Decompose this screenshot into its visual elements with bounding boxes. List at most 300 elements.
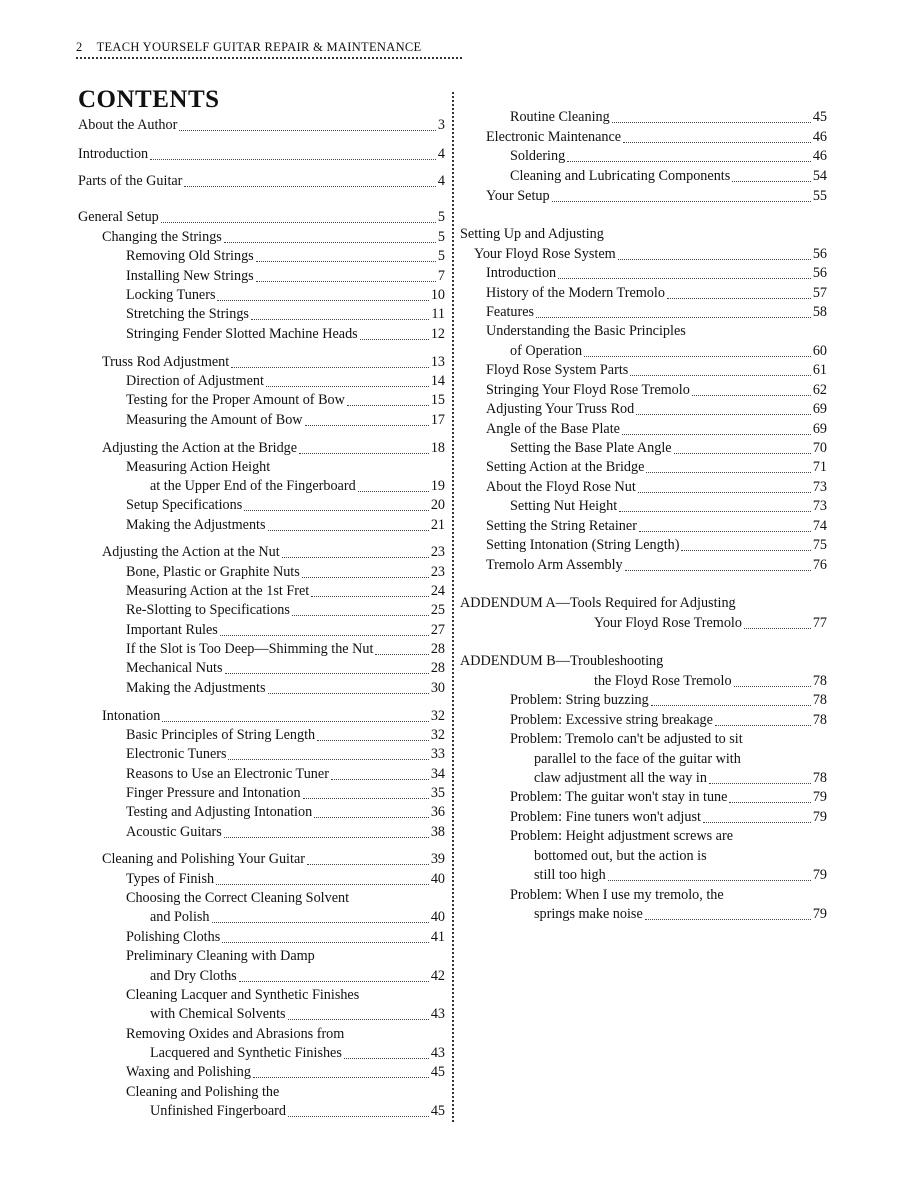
toc-entry	[150, 1044, 445, 1063]
toc-entry	[486, 303, 827, 322]
toc-entry-title: bottomed out, but the action is	[534, 848, 707, 864]
dot-leader	[347, 405, 429, 406]
toc-entry-title: Testing for the Proper Amount of Bow	[126, 392, 345, 408]
toc-entry-title: Finger Pressure and Intonation	[126, 785, 301, 801]
dot-leader	[375, 654, 428, 655]
toc-entry	[102, 707, 445, 726]
toc-page-number: 73	[812, 498, 827, 514]
toc-page-number: 60	[812, 343, 827, 359]
dot-leader	[744, 628, 811, 629]
toc-entry-title: Your Floyd Rose System	[474, 246, 616, 262]
toc-entry-title: Locking Tuners	[126, 287, 216, 303]
toc-entry	[126, 947, 315, 966]
toc-entry-title: ADDENDUM B—Troubleshooting	[460, 653, 664, 669]
toc-entry	[474, 245, 827, 264]
toc-entry	[486, 361, 827, 380]
toc-entry	[102, 543, 445, 562]
toc-page-number: 57	[812, 285, 827, 301]
toc-entry-title: Problem: The guitar won't stay in tune	[510, 789, 728, 805]
toc-entry	[78, 172, 445, 191]
toc-page-number: 55	[812, 188, 827, 204]
toc-entry-title: Problem: Height adjustment screws are	[510, 828, 734, 844]
toc-entry	[150, 1102, 445, 1121]
dot-leader	[681, 550, 810, 551]
toc-entry	[126, 1083, 279, 1102]
dot-leader	[638, 492, 811, 493]
toc-entry-title: Your Floyd Rose Tremolo	[594, 615, 742, 631]
toc-page-number: 40	[430, 909, 445, 925]
dot-leader	[307, 864, 429, 865]
dot-leader	[256, 281, 436, 282]
toc-page-number: 23	[430, 544, 445, 560]
toc-entry-title: and Polish	[150, 909, 210, 925]
toc-entry	[510, 788, 827, 807]
dot-leader	[311, 596, 429, 597]
toc-entry-title: Setting Action at the Bridge	[486, 459, 645, 475]
dot-leader	[715, 725, 811, 726]
dot-leader	[282, 557, 429, 558]
toc-entry	[534, 905, 827, 924]
toc-entry	[126, 803, 445, 822]
dot-leader	[292, 615, 429, 616]
toc-entry-title: Tremolo Arm Assembly	[486, 557, 623, 573]
toc-page-number: 78	[812, 770, 827, 786]
toc-entry	[126, 1025, 344, 1044]
toc-entry-title: claw adjustment all the way in	[534, 770, 707, 786]
toc-entry-title: Features	[486, 304, 535, 320]
toc-entry-title: Introduction	[78, 146, 149, 162]
toc-entry	[510, 691, 827, 710]
toc-entry	[534, 750, 741, 769]
column-divider	[452, 92, 454, 1122]
dot-leader	[317, 740, 429, 741]
toc-entry	[78, 116, 445, 135]
toc-page-number: 69	[812, 421, 827, 437]
toc-entry-title: Problem: Fine tuners won't adjust	[510, 809, 701, 825]
toc-page-number: 79	[812, 809, 827, 825]
toc-page-number: 61	[812, 362, 827, 378]
dot-leader	[253, 1077, 429, 1078]
dot-leader	[646, 472, 810, 473]
toc-page-number: 75	[812, 537, 827, 553]
toc-entry	[126, 372, 445, 391]
toc-page-number: 5	[437, 248, 445, 264]
toc-entry	[126, 659, 445, 678]
toc-entry-title: the Floyd Rose Tremolo	[594, 673, 732, 689]
dot-leader	[622, 434, 811, 435]
toc-page-number: 35	[430, 785, 445, 801]
toc-entry	[510, 497, 827, 516]
toc-page-number: 13	[430, 354, 445, 370]
toc-entry	[510, 886, 724, 905]
dot-leader	[729, 802, 810, 803]
toc-entry	[486, 264, 827, 283]
toc-page-number: 28	[430, 641, 445, 657]
toc-entry	[486, 458, 827, 477]
toc-page-number: 56	[812, 265, 827, 281]
toc-entry-title: Cleaning and Lubricating Components	[510, 168, 731, 184]
dot-leader	[224, 837, 429, 838]
toc-entry-title: Setting Intonation (String Length)	[486, 537, 680, 553]
toc-page-number: 42	[430, 968, 445, 984]
dot-leader	[268, 693, 429, 694]
page-number: 2	[76, 40, 83, 54]
toc-page-number: 36	[430, 804, 445, 820]
toc-entry-title: About the Floyd Rose Nut	[486, 479, 636, 495]
book-title: TEACH YOURSELF GUITAR REPAIR & MAINTENANCE	[96, 40, 422, 54]
toc-page-number: 46	[812, 148, 827, 164]
toc-entry-title: Reasons to Use an Electronic Tuner	[126, 766, 329, 782]
toc-entry-title: Making the Adjustments	[126, 680, 266, 696]
toc-entry-title: Electronic Maintenance	[486, 129, 622, 145]
toc-entry-title: and Dry Cloths	[150, 968, 237, 984]
toc-entry-title: Important Rules	[126, 622, 218, 638]
dot-leader	[358, 491, 429, 492]
toc-page-number: 45	[812, 109, 827, 125]
toc-entry	[78, 208, 445, 227]
toc-entry-title: Bone, Plastic or Graphite Nuts	[126, 564, 300, 580]
toc-page-number: 40	[430, 871, 445, 887]
dot-leader	[630, 375, 811, 376]
dot-leader	[225, 673, 429, 674]
toc-entry	[126, 247, 445, 266]
toc-page-number: 77	[812, 615, 827, 631]
dot-leader	[305, 425, 429, 426]
dot-leader	[314, 817, 429, 818]
toc-entry-title: Floyd Rose System Parts	[486, 362, 629, 378]
toc-page-number: 43	[430, 1045, 445, 1061]
dot-leader	[639, 531, 811, 532]
toc-entry	[460, 594, 736, 613]
dot-leader	[636, 414, 811, 415]
toc-entry	[486, 128, 827, 147]
toc-entry	[534, 769, 827, 788]
toc-entry	[126, 823, 445, 842]
toc-page-number: 79	[812, 906, 827, 922]
dot-leader	[288, 1116, 429, 1117]
toc-entry	[510, 730, 743, 749]
toc-entry	[126, 582, 445, 601]
toc-entry-title: Stretching the Strings	[126, 306, 249, 322]
toc-page-number: 24	[430, 583, 445, 599]
toc-entry-title: Acoustic Guitars	[126, 824, 222, 840]
toc-page-number: 32	[430, 708, 445, 724]
toc-entry	[126, 325, 445, 344]
toc-page-number: 73	[812, 479, 827, 495]
toc-entry-title: Parts of the Guitar	[78, 173, 183, 189]
toc-page-number: 56	[812, 246, 827, 262]
toc-entry-title: Direction of Adjustment	[126, 373, 264, 389]
toc-entry	[486, 187, 827, 206]
dot-leader	[268, 530, 429, 531]
toc-entry-title: Problem: Excessive string breakage	[510, 712, 713, 728]
toc-page-number: 62	[812, 382, 827, 398]
toc-page-number: 74	[812, 518, 827, 534]
toc-page-number: 78	[812, 673, 827, 689]
toc-page-number: 19	[430, 478, 445, 494]
toc-entry-title: History of the Modern Tremolo	[486, 285, 665, 301]
dot-leader	[222, 942, 429, 943]
dot-leader	[625, 570, 811, 571]
toc-entry	[126, 496, 445, 515]
toc-entry	[150, 967, 445, 986]
toc-page-number: 39	[430, 851, 445, 867]
dot-leader	[303, 798, 429, 799]
toc-page-number: 5	[437, 229, 445, 245]
toc-page-number: 25	[430, 602, 445, 618]
toc-entry	[510, 808, 827, 827]
toc-entry	[534, 847, 707, 866]
toc-entry-title: Re-Slotting to Specifications	[126, 602, 290, 618]
toc-entry	[126, 391, 445, 410]
toc-entry-title: ADDENDUM A—Tools Required for Adjusting	[460, 595, 736, 611]
toc-entry	[126, 784, 445, 803]
toc-entry-title: Stringing Your Floyd Rose Tremolo	[486, 382, 690, 398]
toc-entry	[126, 726, 445, 745]
toc-entry	[534, 866, 827, 885]
toc-entry	[150, 1005, 445, 1024]
toc-page-number: 79	[812, 789, 827, 805]
dot-leader	[584, 356, 811, 357]
dot-leader	[150, 159, 436, 160]
toc-page-number: 71	[812, 459, 827, 475]
dot-leader	[220, 635, 429, 636]
toc-entry-title: Problem: Tremolo can't be adjusted to sit	[510, 731, 743, 747]
toc-entry-title: Measuring Action at the 1st Fret	[126, 583, 310, 599]
toc-entry-title: About the Author	[78, 117, 178, 133]
toc-page-number: 69	[812, 401, 827, 417]
dot-leader	[239, 981, 429, 982]
toc-entry-title: with Chemical Solvents	[150, 1006, 286, 1022]
toc-entry	[460, 652, 663, 671]
toc-entry-title: Truss Rod Adjustment	[102, 354, 230, 370]
toc-entry	[150, 908, 445, 927]
toc-entry-title: Waxing and Polishing	[126, 1064, 251, 1080]
header-rule	[76, 57, 462, 59]
toc-entry-title: Intonation	[102, 708, 161, 724]
toc-page-number: 20	[430, 497, 445, 513]
toc-entry-title: Introduction	[486, 265, 557, 281]
toc-page-number: 33	[430, 746, 445, 762]
toc-entry-title: Setting the Base Plate Angle	[510, 440, 672, 456]
toc-page-number: 70	[812, 440, 827, 456]
dot-leader	[619, 511, 811, 512]
toc-entry	[126, 765, 445, 784]
dot-leader	[651, 705, 811, 706]
toc-entry	[126, 563, 445, 582]
toc-entry	[150, 477, 445, 496]
dot-leader	[216, 884, 429, 885]
toc-entry-title: General Setup	[78, 209, 159, 225]
dot-leader	[734, 686, 811, 687]
toc-page-number: 11	[431, 306, 445, 322]
dot-leader	[536, 317, 811, 318]
dot-leader	[618, 259, 811, 260]
toc-entry-title: Adjusting the Action at the Bridge	[102, 440, 298, 456]
toc-entry-title: at the Upper End of the Fingerboard	[150, 478, 356, 494]
toc-entry	[126, 601, 445, 620]
toc-entry-title: Problem: When I use my tremolo, the	[510, 887, 724, 903]
toc-entry	[510, 439, 827, 458]
dot-leader	[161, 222, 436, 223]
toc-entry	[126, 679, 445, 698]
toc-entry	[486, 536, 827, 555]
toc-entry-title: Your Setup	[486, 188, 550, 204]
dot-leader	[231, 367, 429, 368]
toc-entry	[126, 986, 359, 1005]
toc-entry	[126, 411, 445, 430]
dot-leader	[692, 395, 811, 396]
toc-entry-title: Making the Adjustments	[126, 517, 266, 533]
dot-leader	[251, 319, 429, 320]
toc-entry	[510, 167, 827, 186]
toc-entry	[126, 286, 445, 305]
dot-leader	[558, 278, 811, 279]
toc-entry-title: Setting the String Retainer	[486, 518, 637, 534]
toc-entry	[102, 439, 445, 458]
toc-entry	[486, 381, 827, 400]
running-header	[76, 40, 461, 55]
toc-entry-title: Lacquered and Synthetic Finishes	[150, 1045, 342, 1061]
toc-entry-title: Installing New Strings	[126, 268, 254, 284]
toc-entry	[486, 478, 827, 497]
toc-entry-title: Mechanical Nuts	[126, 660, 223, 676]
toc-page-number: 30	[430, 680, 445, 696]
toc-entry-title: springs make noise	[534, 906, 643, 922]
dot-leader	[674, 453, 811, 454]
toc-entry	[486, 517, 827, 536]
toc-entry-title: parallel to the face of the guitar with	[534, 751, 741, 767]
toc-page-number: 14	[430, 373, 445, 389]
toc-entry	[126, 870, 445, 889]
dot-leader	[302, 577, 429, 578]
toc-entry-title: Soldering	[510, 148, 566, 164]
toc-page-number: 78	[812, 692, 827, 708]
dot-leader	[184, 186, 435, 187]
contents-title: CONTENTS	[78, 86, 220, 113]
toc-page-number: 78	[812, 712, 827, 728]
toc-entry	[126, 516, 445, 535]
toc-entry	[126, 640, 445, 659]
toc-entry	[460, 225, 604, 244]
toc-entry	[126, 889, 349, 908]
toc-page-number: 32	[430, 727, 445, 743]
toc-page-number: 54	[812, 168, 827, 184]
toc-page-number: 76	[812, 557, 827, 573]
toc-page-number: 79	[812, 867, 827, 883]
toc-entry-title: Routine Cleaning	[510, 109, 610, 125]
toc-entry-title: Problem: String buzzing	[510, 692, 649, 708]
toc-page-number: 10	[430, 287, 445, 303]
toc-page-number: 28	[430, 660, 445, 676]
toc-entry-title: still too high	[534, 867, 606, 883]
toc-entry-title: Removing Oxides and Abrasions from	[126, 1026, 345, 1042]
dot-leader	[608, 880, 811, 881]
toc-entry-title: Types of Finish	[126, 871, 215, 887]
toc-entry	[594, 672, 827, 691]
toc-entry	[126, 458, 270, 477]
toc-entry-title: Choosing the Correct Cleaning Solvent	[126, 890, 350, 906]
toc-entry	[510, 827, 733, 846]
dot-leader	[703, 822, 811, 823]
toc-page-number: 38	[430, 824, 445, 840]
dot-leader	[344, 1058, 429, 1059]
toc-entry-title: Unfinished Fingerboard	[150, 1103, 286, 1119]
dot-leader	[567, 161, 811, 162]
toc-entry-title: Adjusting Your Truss Rod	[486, 401, 635, 417]
toc-page-number: 17	[430, 412, 445, 428]
toc-entry-title: of Operation	[510, 343, 583, 359]
toc-page-number: 46	[812, 129, 827, 145]
toc-entry	[126, 267, 445, 286]
toc-entry	[510, 108, 827, 127]
toc-page-number: 21	[430, 517, 445, 533]
toc-entry	[126, 928, 445, 947]
toc-entry-title: Preliminary Cleaning with Damp	[126, 948, 315, 964]
toc-entry	[486, 556, 827, 575]
toc-entry-title: Cleaning and Polishing Your Guitar	[102, 851, 305, 867]
toc-entry-title: Setting Nut Height	[510, 498, 618, 514]
dot-leader	[212, 922, 429, 923]
toc-page-number: 41	[430, 929, 445, 945]
toc-page-number: 4	[437, 146, 445, 162]
toc-entry	[126, 621, 445, 640]
toc-entry	[510, 711, 827, 730]
toc-entry-title: Testing and Adjusting Intonation	[126, 804, 313, 820]
toc-entry-title: Cleaning Lacquer and Synthetic Finishes	[126, 987, 360, 1003]
dot-leader	[162, 721, 428, 722]
toc-page-number: 27	[430, 622, 445, 638]
dot-leader	[612, 122, 811, 123]
toc-entry	[126, 745, 445, 764]
dot-leader	[256, 261, 436, 262]
toc-page-number: 34	[430, 766, 445, 782]
toc-entry-title: If the Slot is Too Deep—Shimming the Nut	[126, 641, 374, 657]
dot-leader	[645, 919, 811, 920]
toc-entry	[102, 228, 445, 247]
toc-page-number: 7	[437, 268, 445, 284]
toc-entry	[102, 850, 445, 869]
dot-leader	[266, 386, 429, 387]
toc-entry	[126, 1063, 445, 1082]
dot-leader	[667, 298, 811, 299]
toc-entry	[486, 400, 827, 419]
toc-entry-title: Polishing Cloths	[126, 929, 221, 945]
toc-entry	[486, 420, 827, 439]
toc-entry	[510, 147, 827, 166]
toc-page-number: 45	[430, 1103, 445, 1119]
toc-entry-title: Changing the Strings	[102, 229, 222, 245]
dot-leader	[244, 510, 429, 511]
toc-entry-title: Electronic Tuners	[126, 746, 227, 762]
dot-leader	[299, 453, 429, 454]
dot-leader	[623, 142, 811, 143]
toc-entry-title: Adjusting the Action at the Nut	[102, 544, 280, 560]
toc-page-number: 5	[437, 209, 445, 225]
toc-page-number: 23	[430, 564, 445, 580]
toc-page-number: 12	[430, 326, 445, 342]
toc-page-number: 43	[430, 1006, 445, 1022]
toc-entry-title: Basic Principles of String Length	[126, 727, 316, 743]
toc-entry	[594, 614, 827, 633]
toc-entry-title: Angle of the Base Plate	[486, 421, 620, 437]
toc-entry	[486, 284, 827, 303]
toc-page-number: 18	[430, 440, 445, 456]
toc-page-number: 45	[430, 1064, 445, 1080]
dot-leader	[224, 242, 436, 243]
dot-leader	[360, 339, 429, 340]
toc-entry-title: Removing Old Strings	[126, 248, 254, 264]
